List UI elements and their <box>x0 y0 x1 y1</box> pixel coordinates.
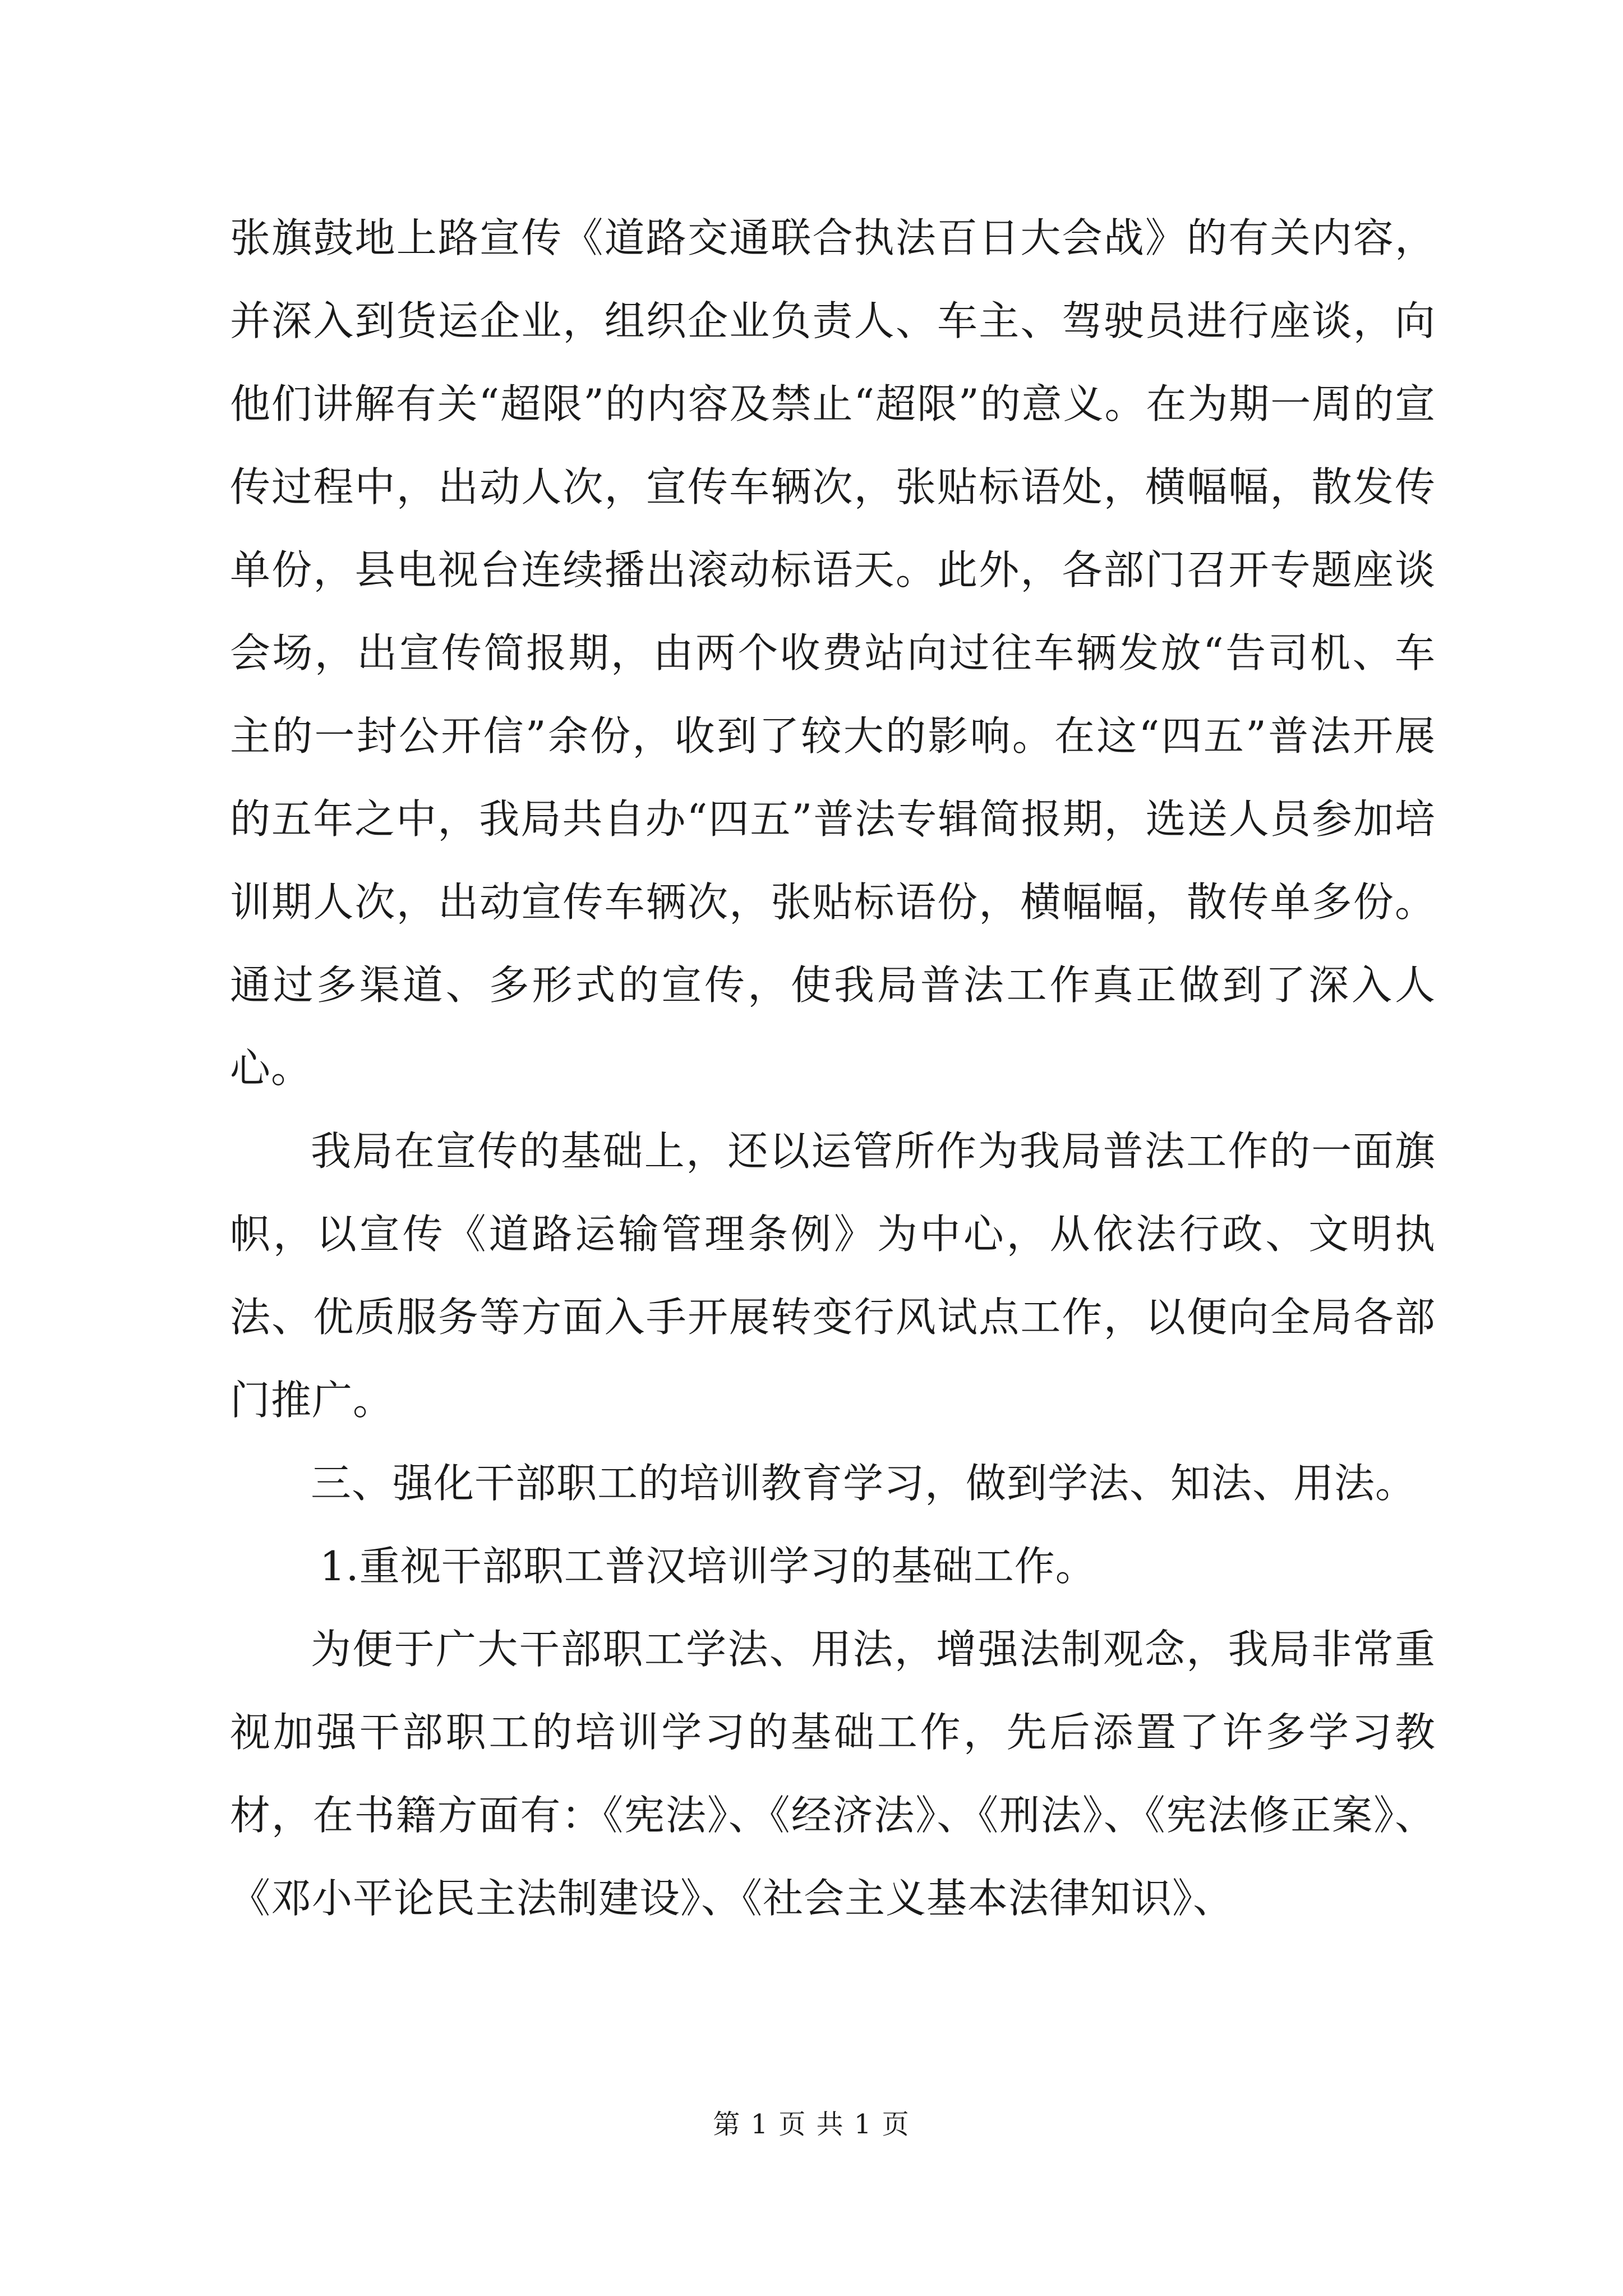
document-body <box>230 196 1436 1940</box>
paragraph-1: 张旗鼓地上路宣传《道路交通联合执法百日大会战》的有关内容，并深入到货运企业，组织企业负责人、车主、驾驶员进行座谈，向他们讲解有关“超限”的内容及禁止“超限”的意义。在为期一周的宣传过程中，出动人次，宣传车辆次，张贴标语处，横幅幅，散发传单份，县电视台连续播出滚动标语天。此外，各部门召开专题座谈会场，出宣传简报期，由两个收费站向过往车辆发放“告司机、车主的一封公开信”余份，收到了较大的影响。在这“四五”普法开展的五年之中，我局共自办“四五”普法专辑简报期，选送人员参加培训期人次，出动宣传车辆次，张贴标语份，横幅幅，散传单多份。通过多渠道、多形式的宣传，使我局普法工作真正做到了深入人心。 <box>230 214 1436 1092</box>
section-heading: 三、强化干部职工的培训教育学习，做到学法、知法、用法。 <box>311 1460 1417 1507</box>
paragraph-3: 为便于广大干部职工学法、用法，增强法制观念，我局非常重视加强干部职工的培训学习的基础工作，先后添置了许多学习教材，在书籍方面有：《宪法》、《经济法》、《刑法》、《宪法修正案》、《邓小平论民主法制建设》、《社会主义基本法律知识》、 <box>230 1626 1436 1922</box>
sub-heading: 1.重视干部职工普汉培训学习的基础工作。 <box>320 1543 1096 1590</box>
paragraph-2: 我局在宣传的基础上，还以运管所作为我局普法工作的一面旗帜，以宣传《道路运输管理条例》为中心，从依法行政、文明执法、优质服务等方面入手开展转变行风试点工作，以便向全局各部门推广。 <box>230 1128 1436 1424</box>
page-footer: 第 1 页 共 1 页 <box>713 2109 910 2140</box>
